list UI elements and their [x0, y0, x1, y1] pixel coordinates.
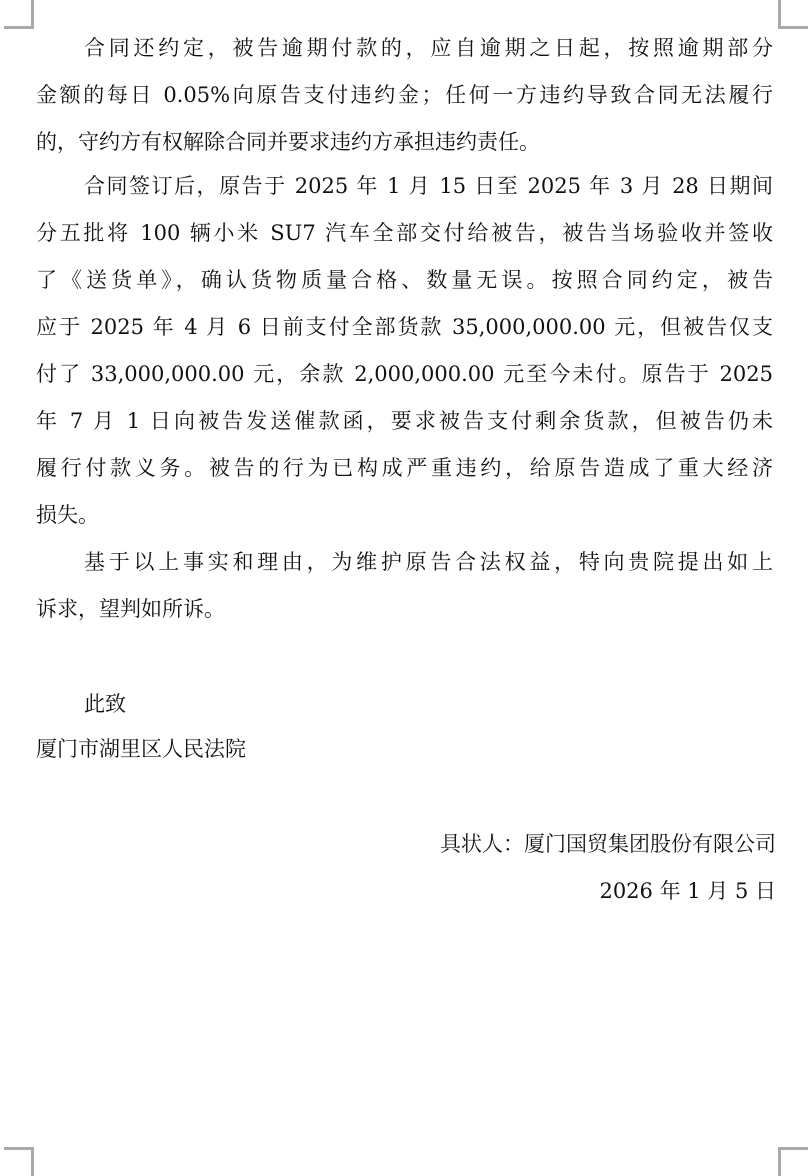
- paragraph-line: 履行付款义务。被告的行为已构成严重违约，给原告造成了重大经济: [36, 456, 773, 480]
- salutation: 此致: [84, 692, 126, 716]
- corner-mark-top-right: [778, 0, 808, 29]
- paragraph-line: 基于以上事实和理由，为维护原告合法权益，特向贵院提出如上: [84, 550, 773, 574]
- corner-mark-bottom-left: [4, 1147, 34, 1176]
- paragraph-line: 的，守约方有权解除合同并要求违约方承担违约责任。: [36, 130, 540, 154]
- paragraph-line: 了《送货单》，确认货物质量合格、数量无误。按照合同约定，被告: [36, 268, 773, 292]
- corner-mark-bottom-right: [778, 1147, 808, 1176]
- paragraph-line: 合同签订后，原告于 2025 年 1 月 15 日至 2025 年 3 月 28 日期间: [84, 174, 773, 198]
- paragraph-line: 损失。: [36, 503, 99, 527]
- paragraph-line: 合同还约定，被告逾期付款的，应自逾期之日起，按照逾期部分: [84, 36, 773, 60]
- paragraph-line: 金额的每日 0.05%向原告支付违约金；任何一方违约导致合同无法履行: [36, 83, 773, 107]
- paragraph-line: 应于 2025 年 4 月 6 日前支付全部货款 35,000,000.00 元，但被告仅支: [36, 315, 773, 339]
- signature-date: 2026 年 1 月 5 日: [599, 879, 776, 903]
- paragraph-line: 付了 33,000,000.00 元，余款 2,000,000.00 元至今未付。原告于 2025: [36, 362, 773, 386]
- paragraph-line: 诉求，望判如所诉。: [36, 597, 225, 621]
- corner-mark-top-left: [4, 0, 34, 29]
- paragraph-line: 年 7 月 1 日向被告发送催款函，要求被告支付剩余货款，但被告仍未: [36, 409, 773, 433]
- court-recipient: 厦门市湖里区人民法院: [36, 737, 246, 761]
- paragraph-line: 分五批将 100 辆小米 SU7 汽车全部交付给被告，被告当场验收并签收: [36, 221, 773, 245]
- signer: 具状人：厦门国贸集团股份有限公司: [440, 832, 776, 856]
